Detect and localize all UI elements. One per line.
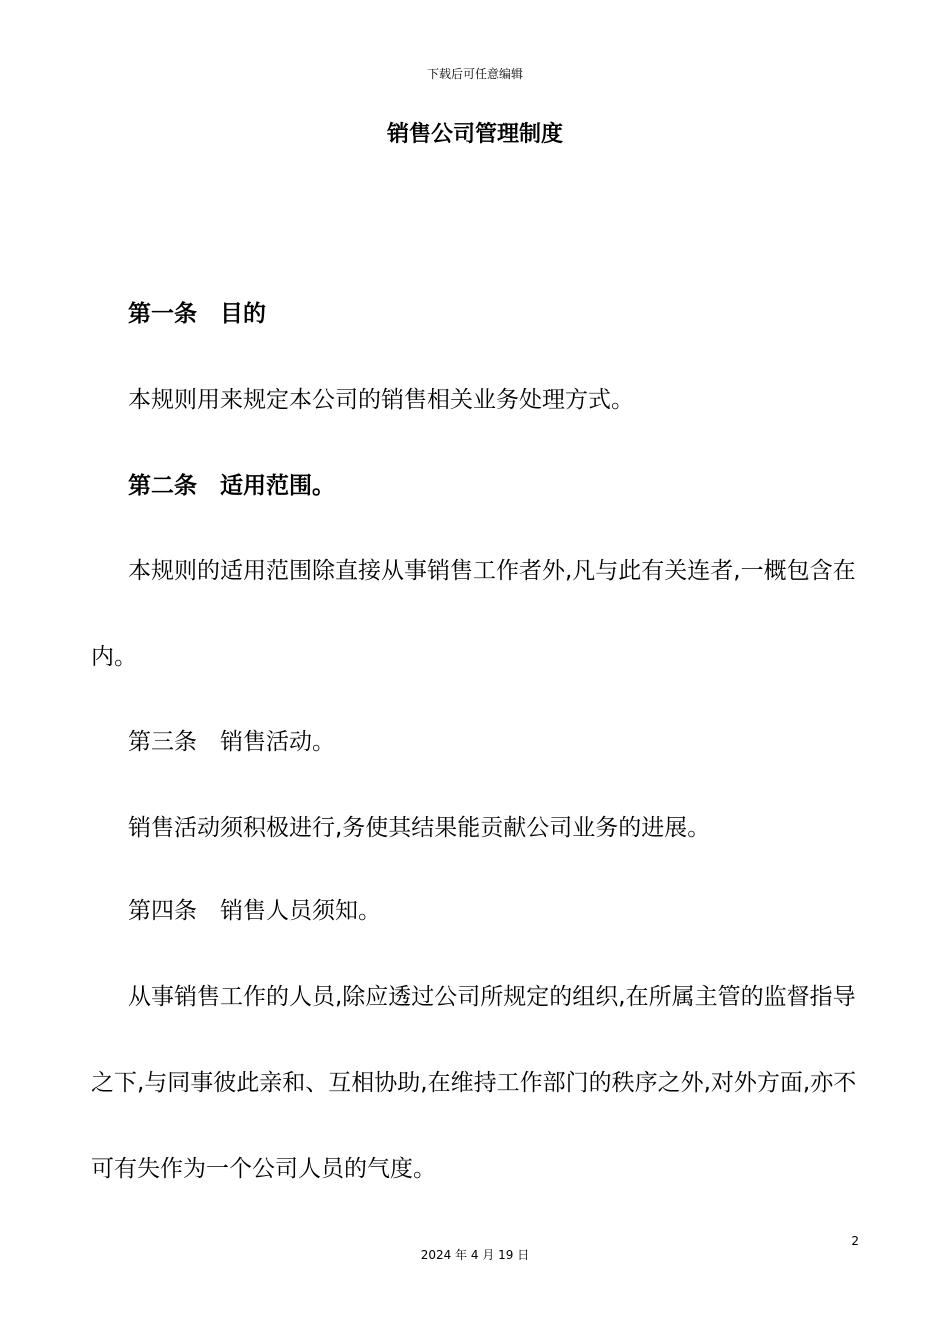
article-4-body-line-1: 从事销售工作的人员,除应透过公司所规定的组织,在所属主管的监督指导	[128, 984, 856, 1010]
page-number: 2	[851, 1234, 859, 1248]
article-1-heading: 第一条 目的	[128, 301, 266, 327]
article-4-heading: 第四条 销售人员须知。	[128, 898, 381, 924]
article-4-body-line-2: 之下,与同事彼此亲和、互相协助,在维持工作部门的秩序之外,对外方面,亦不	[91, 1070, 857, 1096]
article-4-body-line-3: 可有失作为一个公司人员的气度。	[91, 1156, 436, 1182]
article-2-heading: 第二条 适用范围。	[128, 473, 335, 499]
article-2-body-line-2: 内。	[91, 644, 137, 670]
article-3-body: 销售活动须积极进行,务使其结果能贡献公司业务的进展。	[128, 815, 711, 841]
footer-date: 2024 年 4 月 19 日	[420, 1248, 530, 1262]
article-3-heading: 第三条 销售活动。	[128, 729, 335, 755]
article-2-body-line-1: 本规则的适用范围除直接从事销售工作者外,凡与此有关连者,一概包含在	[128, 558, 856, 584]
document-title: 销售公司管理制度	[386, 122, 563, 147]
article-1-body: 本规则用来规定本公司的销售相关业务处理方式。	[128, 387, 634, 413]
header-note: 下载后可任意编辑	[426, 67, 523, 81]
